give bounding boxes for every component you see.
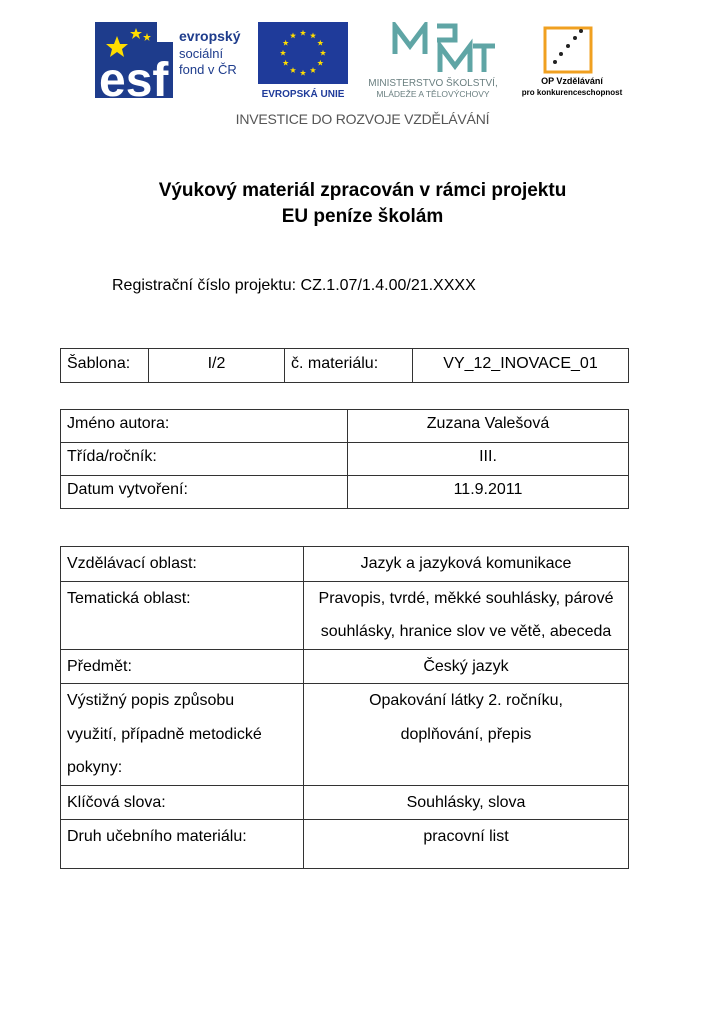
table-row: [61, 547, 629, 582]
esf-line3: fond v ČR: [179, 62, 237, 77]
material-type-label: Druh učebního materiálu:: [61, 820, 304, 869]
material-label: č. materiálu:: [285, 349, 413, 383]
msmt-logo: [355, 22, 510, 102]
topic-label: Tematická oblast:: [61, 581, 304, 649]
op-line1: OP Vzdělávání: [541, 76, 603, 86]
table-row: [61, 476, 629, 509]
date-value: 11.9.2011: [348, 476, 629, 509]
material-type-value: pracovní list: [304, 820, 629, 869]
msmt-line1: MINISTERSTVO ŠKOLSTVÍ,: [368, 78, 498, 89]
table-row: [61, 410, 629, 443]
registration-number: Registrační číslo projektu: CZ.1.07/1.4.00/21.XXXX: [112, 277, 476, 294]
author-table: [60, 409, 629, 509]
material-value: VY_12_INOVACE_01: [413, 349, 629, 383]
op-vzdelavani-logo: [515, 22, 630, 102]
sablona-label: Šablona:: [61, 349, 149, 383]
author-label: Jméno autora:: [61, 410, 348, 443]
subject-label: Předmět:: [61, 649, 304, 684]
eu-flag-logo: [258, 22, 348, 98]
area-value: Jazyk a jazyková komunikace: [304, 547, 629, 582]
grade-label: Třída/ročník:: [61, 443, 348, 476]
esf-line1: evropský: [179, 28, 241, 44]
template-table: [60, 348, 629, 383]
table-row: [61, 349, 629, 383]
table-row: [61, 785, 629, 820]
title-line-1: Výukový materiál zpracován v rámci projektu: [158, 180, 567, 201]
keywords-label: Klíčová slova:: [61, 785, 304, 820]
date-label: Datum vytvoření:: [61, 476, 348, 509]
investice-banner: INVESTICE DO ROZVOJE VZDĚLÁVÁNÍ: [235, 111, 490, 127]
sablona-value: I/2: [149, 349, 285, 383]
table-row: [61, 649, 629, 684]
msmt-line2: MLÁDEŽE A TĚLOVÝCHOVY: [376, 89, 490, 99]
title-line-2: EU peníze školám: [281, 206, 444, 227]
esf-wordmark: esf: [99, 54, 169, 98]
usage-value: Opakování látky 2. ročníku, doplňování, přepis: [304, 684, 629, 786]
table-row: [61, 820, 629, 869]
table-row: [61, 581, 629, 649]
usage-label: Výstižný popis způsobu využití, případně metodické pokyny:: [61, 684, 304, 786]
esf-line2: sociální: [179, 46, 224, 61]
topic-value: Pravopis, tvrdé, měkké souhlásky, párové souhlásky, hranice slov ve větě, abeceda: [304, 581, 629, 649]
esf-logo: [95, 22, 245, 98]
author-value: Zuzana Valešová: [348, 410, 629, 443]
table-row: [61, 684, 629, 786]
area-label: Vzdělávací oblast:: [61, 547, 304, 582]
material-info-table: [60, 546, 629, 869]
subject-value: Český jazyk: [304, 649, 629, 684]
eu-caption: EVROPSKÁ UNIE: [261, 89, 345, 98]
table-row: [61, 443, 629, 476]
keywords-value: Souhlásky, slova: [304, 785, 629, 820]
grade-value: III.: [348, 443, 629, 476]
op-line2: pro konkurenceschopnost: [521, 88, 623, 97]
document-title: [0, 178, 725, 230]
